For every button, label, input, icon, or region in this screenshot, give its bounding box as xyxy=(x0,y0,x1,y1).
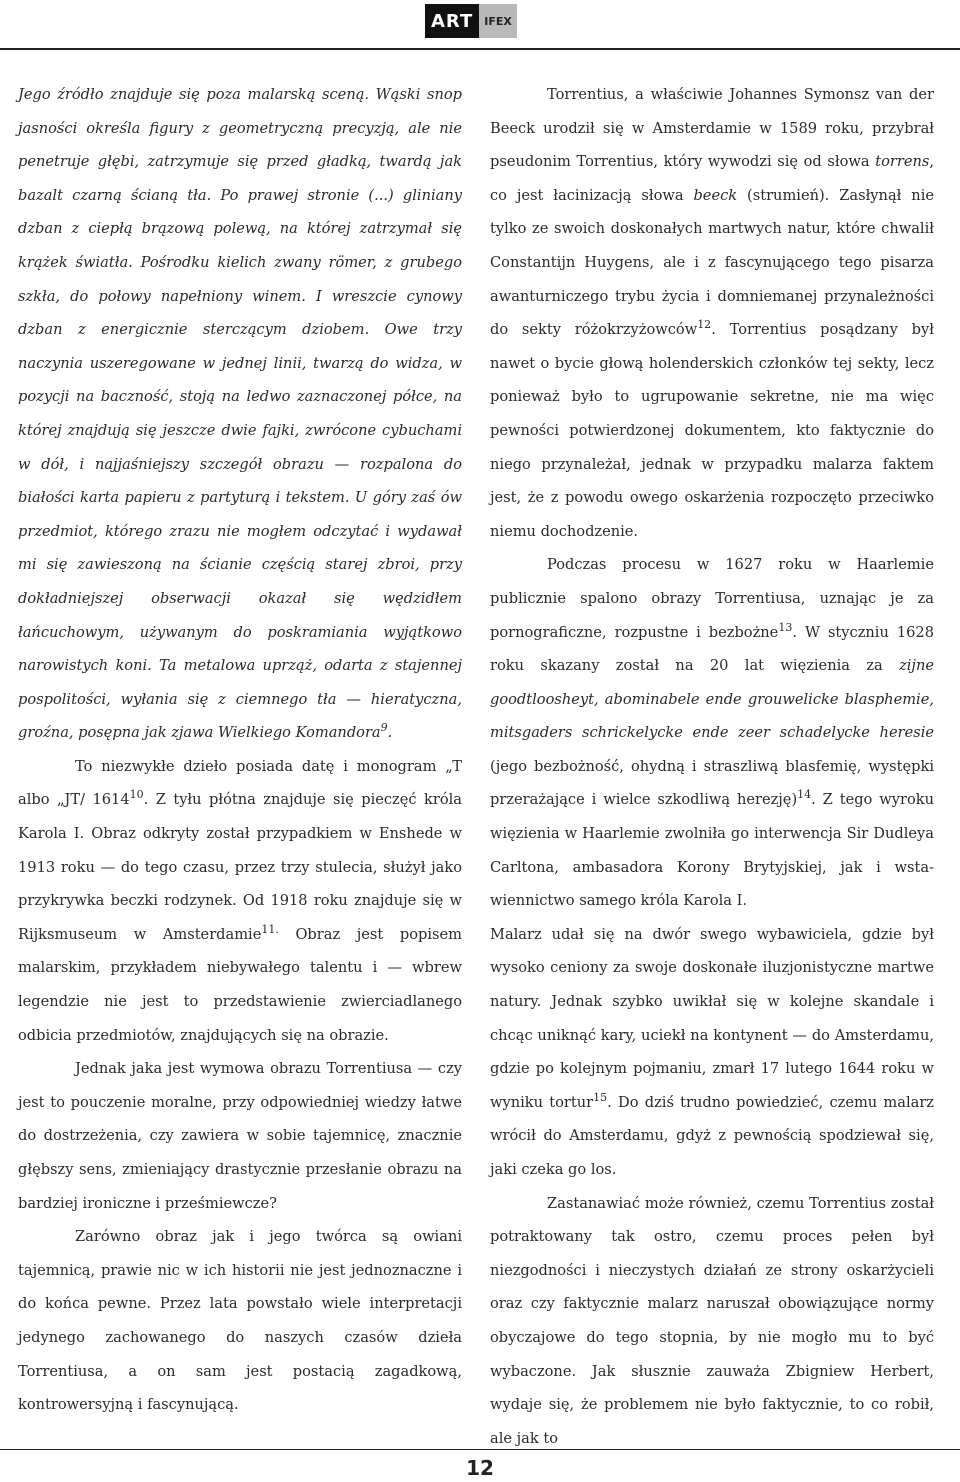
paragraph-mystery: Zarówno obraz jak i jego twórca są owiani tajemnicą, prawie nic w ich historii nie jest jednoznaczne i do końca pewne. Przez lata powstało wiele interpretacji jedynego zachowanego do naszych czasów dzieła Torrentiusa, a on sam jest postacią zagadkową, kontrowersyjną i fascynującą. xyxy=(18,1228,462,1414)
logo-light-part: IFEX xyxy=(479,4,517,38)
paragraph-text: Torrentius, a właściwie Johannes Symonsz van der Beeck urodził się w Amsterdamie w 1589 roku, przybrał pseudonim Torrentius, który wywodzi się od słowa xyxy=(490,86,934,171)
paragraph-escape xyxy=(490,918,934,1187)
italic-term: beeck xyxy=(693,186,738,204)
page-number: 12 xyxy=(466,1456,494,1480)
header-rule xyxy=(0,48,960,50)
paragraph-text: , co jest łacinizacją słowa xyxy=(490,153,934,204)
left-column xyxy=(18,78,462,1422)
artifex-logo xyxy=(425,4,517,38)
paragraph-text: Podczas procesu w 1627 roku w Haarlemie publicznie spalono obrazy Torrentiusa, uznając je za pornograficzne, rozpustne i bezbożne xyxy=(490,556,934,641)
quote-end: . xyxy=(387,724,393,742)
paragraph-text: Malarz udał się na dwór swego wybawiciela, gdzie był wysoko ceniony za swoje doskonałe iluzjonistyczne martwe natury. Jednak szybko uwikłał się w kolejne skandale i chcąc uniknąć kary, uciekł na kontynent — do Amsterdamu, gdzie po kolejnym pojmaniu, zmarł 17 lutego 1644 roku w wyniku tortur xyxy=(490,925,934,1111)
paragraph-text: (strumień). Zasłynął nie tylko ze swoich doskonałych martwych natur, które chwalił Constantijn Huygens, ale i z fascynującego tego pisarza awanturniczego trybu życia i domniemanej przynależności do sekty różokrzyżowców xyxy=(490,186,934,339)
quote-paragraph xyxy=(18,78,462,750)
paragraph-text: To niezwykłe dzieło posiada datę i monogram „T albo „JT/ 1614 xyxy=(18,757,462,809)
footnote-ref-12: 12 xyxy=(697,318,712,332)
italic-quote: zijne goodtloosheyt, abominabele ende grouwelicke blasphemie, mitsgaders schrickelycke ende zeer schadelycke heresie xyxy=(490,657,934,742)
paragraph-text: Obraz jest popisem malarskim, przykładem niebywałego talentu i — wbrew legendzie nie jest to przedstawienie zwierciadlanego odbicia przedmiotów, znajdujących się na obrazie. xyxy=(18,925,462,1044)
footnote-ref-15: 15 xyxy=(593,1090,608,1104)
quote-text: Jego źródło znajduje się poza malarską sceną. Wąski snop jasności określa figury z geometryczną precyzją, ale nie penetruje głębi, zatrzymuje się przed gładką, twardą jak bazalt czarną ścianą tła. Po prawej stronie (...) gliniany dzban z ciepłą brązową polewą, na której zatrzymał się krążek światła. Pośrodku kielich zwany römer, z grubego szkła, do połowy napełniony winem. I wreszcie cynowy dzban z energicznie sterczącym dziobem. Owe trzy naczynia uszeregowane w jednej linii, twarzą do widza, w pozycji na baczność, stoją na ledwo zaznaczonej półce, na której znajdują się jeszcze dwie fajki, zwrócone cybuchami w dół, i najjaśniejszy szczegół obrazu — rozpalona do białości karta papieru z partyturą i tekstem. U góry zaś ów przedmiot, którego zrazu nie mogłem odczytać i wydawał mi się zawieszoną na ścianie częścią starej zbroi, przy dokładniejszej obserwacji okazał się wędzidłem łańcuchowym, używanym do poskramiania wyjątkowo narowistych koni. Ta metalowa uprząż, odarta z stajennej pospolitości, wyłania się z ciemnego tła — hieratyczna, groźna, posępna jak zjawa Wielkiego Komandora xyxy=(18,86,462,742)
paragraph-text: . Do dziś trudno powiedzieć, czemu malarz wrócił do Amsterdamu, gdyż z pewnością spodziewał się, jaki czeka go los. xyxy=(490,1093,934,1178)
paragraph-trial xyxy=(490,548,934,918)
paragraph-text: (jego bezbożność, ohydną i straszliwą blasfemię, występki przerażające i wielce szkodliwą herezję) xyxy=(490,757,934,809)
footer-rule xyxy=(0,1449,960,1450)
paragraph-biography xyxy=(490,78,934,548)
footnote-ref-10: 10 xyxy=(129,788,144,802)
paragraph-monogram xyxy=(18,750,462,1052)
right-column xyxy=(490,78,934,1455)
paragraph-text: . Z tyłu płótna znajduje się pieczęć króla Karola I. Obraz odkryty został przypadkiem w Enshede w 1913 roku — do tego czasu, przez trzy stulecia, służył jako przykrywka beczki rodzynek. Od 1918 roku znajduje się w Rijksmuseum w Amsterdamie xyxy=(18,791,462,943)
footnote-ref-13: 13 xyxy=(778,620,793,634)
paragraph-meaning: Jednak jaka jest wymowa obrazu Torrentiusa — czy jest to pouczenie moralne, przy odpowiedniej wiedzy łatwe do dostrzeżenia, czy zawiera w sobie tajemnicę, znacznie głębszy sens, zmieniający drastycznie przesłanie obrazu na bardziej ironiczne i prześmiewcze? xyxy=(18,1060,462,1212)
footnote-ref-9: 9 xyxy=(380,721,388,735)
footnote-ref-11: 11. xyxy=(261,922,279,936)
paragraph-text: . W styczniu 1628 roku skazany został na 20 lat więzienia za xyxy=(490,623,935,675)
paragraph-question: Zastanawiać może również, czemu Torrentius został potraktowany tak ostro, czemu proces pełen był niezgodności i nieczystych działań ze strony oskarżycieli oraz czy faktycznie malarz naruszał obowiązujące normy obyczajowe do tego stopnia, by nie mogło mu to być wybaczone. Jak słusznie zauważa Zbigniew Herbert, wydaje się, że problemem nie było faktycznie, to co robił, ale jak to xyxy=(490,1194,934,1447)
paragraph-text: . Z tego wyroku więzienia w Haarlemie zwolniła go interwencja Sir Dudleya Carltona, ambasadora Korony Brytyjskiej, jak i wsta-wiennictwo samego króla Karola I. xyxy=(490,791,934,910)
paragraph-text: . Torrentius posądzany był nawet o bycie głową holenderskich członków tej sekty, lecz ponieważ było to ugrupowanie sekretne, nie ma więc pewności potwierdzonej dokumentem, kto faktycznie do niego przynależał, jednak w przypadku malarza faktem jest, że z powodu owego oskarżenia rozpoczęto przeciwko niemu dochodzenie. xyxy=(490,321,934,540)
italic-term: torrens xyxy=(875,153,930,171)
logo-dark-part: ART xyxy=(425,4,479,38)
footnote-ref-14: 14 xyxy=(797,788,812,802)
